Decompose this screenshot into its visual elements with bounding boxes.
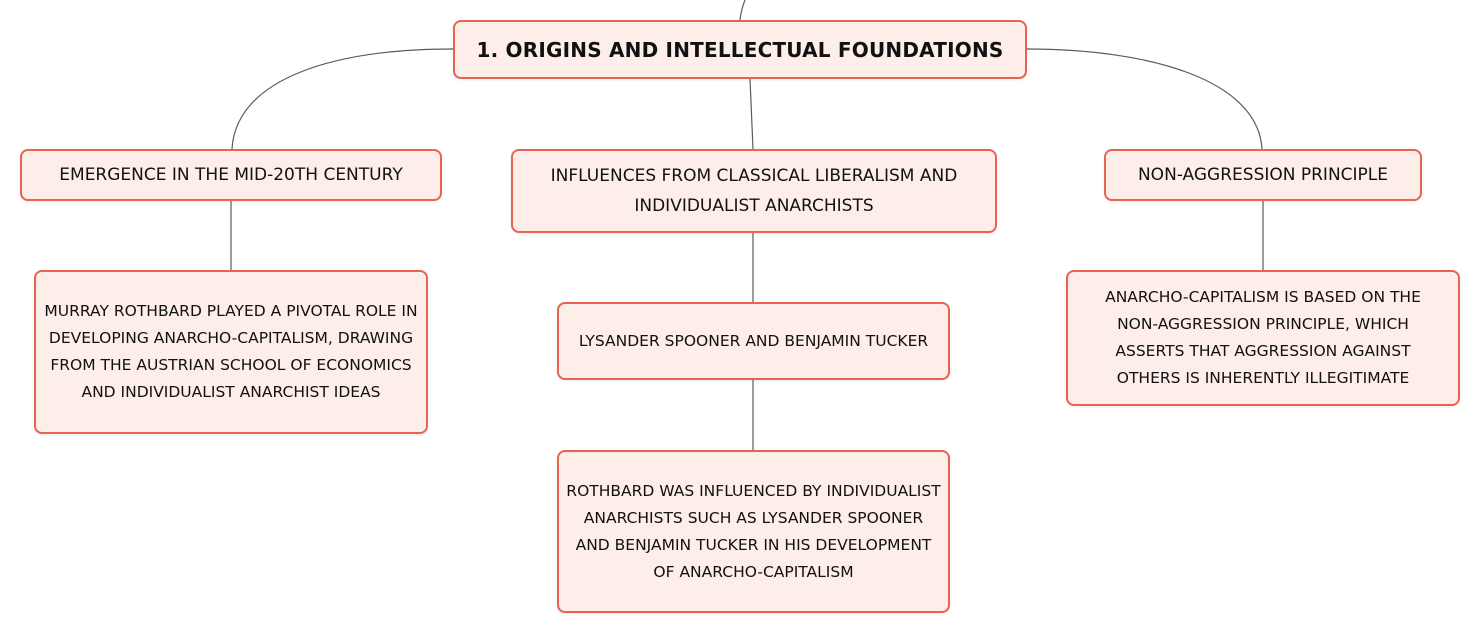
leaf-node-spooner-tucker[interactable] xyxy=(557,302,950,380)
leaf-node-label: LYSANDER SPOONER AND BENJAMIN TUCKER xyxy=(578,331,929,350)
branch-node-label: NON-AGGRESSION PRINCIPLE xyxy=(1137,165,1389,185)
leaf-node-rothbard-role[interactable] xyxy=(34,270,428,434)
branch-node-emergence[interactable] xyxy=(20,149,442,201)
branch-node-influences[interactable] xyxy=(511,149,997,233)
branch-node-label: INFLUENCES FROM CLASSICAL LIBERALISM AND INDIVIDUALIST ANARCHISTS xyxy=(550,166,958,216)
root-node[interactable] xyxy=(453,20,1027,79)
connector-root-to-influences xyxy=(750,79,753,149)
connector-root-to-emergence xyxy=(232,49,453,149)
branch-node-label: EMERGENCE IN THE MID-20TH CENTURY xyxy=(59,165,403,185)
leaf-node-label: ANARCHO-CAPITALISM IS BASED ON THE NON-AGGRESSION PRINCIPLE, WHICH ASSERTS THAT AGGRESSION AGAINST OTHERS IS INHERENTLY ILLEGITIMATE xyxy=(1105,288,1421,387)
leaf-node-label: MURRAY ROTHBARD PLAYED A PIVOTAL ROLE IN DEVELOPING ANARCHO-CAPITALISM, DRAWING FROM THE AUSTRIAN SCHOOL OF ECONOMICS AND INDIVIDUALIST ANARCHIST IDEAS xyxy=(44,302,418,401)
branch-node-non-aggression[interactable] xyxy=(1104,149,1422,201)
root-node-label: 1. ORIGINS AND INTELLECTUAL FOUNDATIONS xyxy=(476,37,1004,62)
leaf-node-nap-definition[interactable] xyxy=(1066,270,1460,406)
connector-parent-to-root xyxy=(740,0,745,20)
connector-root-to-nonaggression xyxy=(1027,49,1262,149)
leaf-node-label: ROTHBARD WAS INFLUENCED BY INDIVIDUALIST ANARCHISTS SUCH AS LYSANDER SPOONER AND BENJAMIN TUCKER IN HIS DEVELOPMENT OF ANARCHO-CAPITALISM xyxy=(566,481,941,581)
leaf-node-rothbard-influenced[interactable] xyxy=(557,450,950,613)
